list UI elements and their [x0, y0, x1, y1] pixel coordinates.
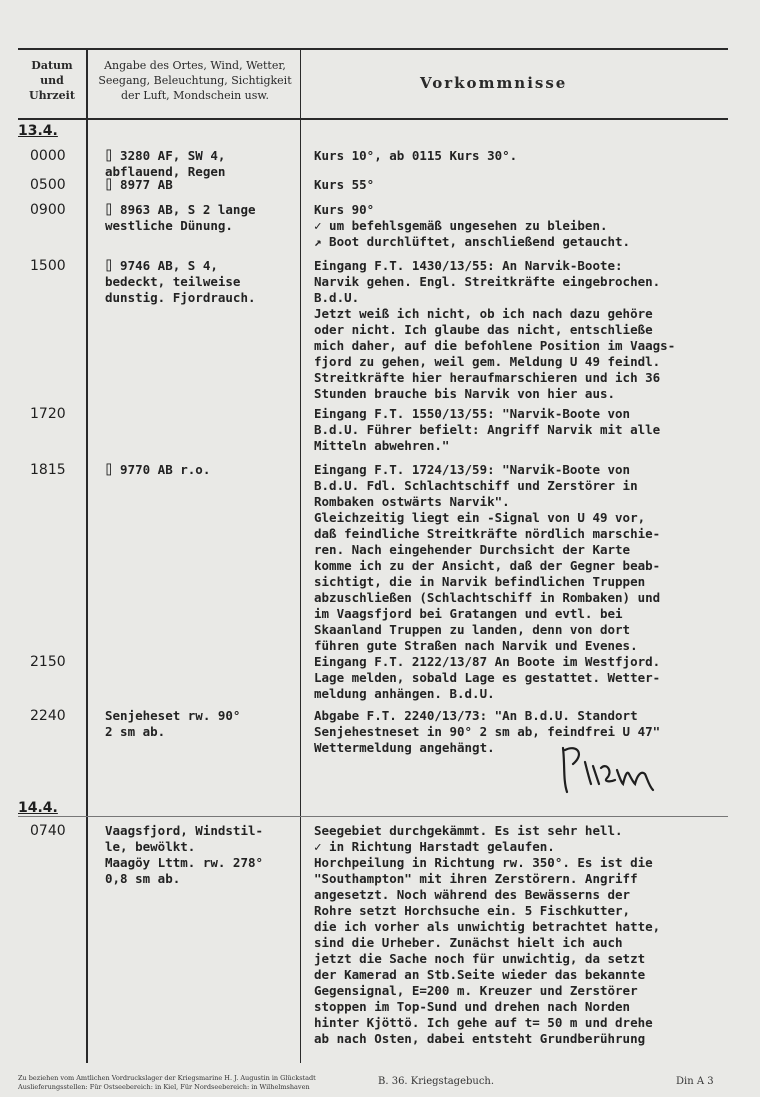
place-column-rule — [300, 48, 301, 1063]
header-place-label: Angabe des Ortes, Wind, Wetter, Seegang, Beleuchtung, Sichtigkeit der Luft, Mondschein usw. — [98, 59, 292, 102]
entry-time: 2240 — [30, 708, 66, 724]
date-heading-day2: 14.4. — [18, 800, 58, 816]
header-date-column — [18, 58, 86, 103]
signature-prien — [555, 740, 665, 800]
header-date-label: Datum und Uhrzeit — [29, 59, 75, 102]
entry-time: 2150 — [30, 654, 66, 670]
entry-time: 0500 — [30, 177, 66, 193]
entry-time: 1500 — [30, 258, 66, 274]
entry-event-text: Abgabe F.T. 2240/13/73: "An B.d.U. Standort Senjehestneset in 90° 2 sm ab, feindfrei U 47" Wettermeldung angehängt. — [314, 708, 661, 755]
entry-time: 0000 — [30, 148, 66, 164]
entry-position-weather: ⌷ 9770 AB r.o. — [105, 462, 211, 477]
entry-position-weather: ⌷ 3280 AF, SW 4, abflauend, Regen — [105, 148, 226, 179]
header-place-column — [90, 58, 300, 103]
entry-position-weather: Vaagsfjord, Windstil- le, bewölkt. Maagöy Lttm. rw. 278° 0,8 sm ab. — [105, 823, 264, 886]
entry-time: 1815 — [30, 462, 66, 478]
header-events-column: Vorkommnisse — [420, 74, 568, 92]
entry-position-weather: Senjeheset rw. 90° 2 sm ab. — [105, 708, 241, 739]
entry-event-text: Kurs 90° ✓ um befehlsgemäß ungesehen zu bleiben. ↗ Boot durchlüftet, anschließend getaucht. — [314, 202, 631, 249]
entry-event-text: Kurs 55° — [314, 177, 375, 192]
entry-position-weather: ⌷ 8963 AB, S 2 lange westliche Dünung. — [105, 202, 256, 233]
day2-separator — [18, 816, 728, 817]
date-column-rule — [86, 48, 88, 1063]
entry-position-weather: ⌷ 8977 AB — [105, 177, 173, 192]
header-bottom-rule — [18, 118, 728, 120]
entry-position-weather: ⌷ 9746 AB, S 4, bedeckt, teilweise dunstig. Fjordrauch. — [105, 258, 256, 305]
entry-event-text: Eingang F.T. 1550/13/55: "Narvik-Boote von B.d.U. Führer befielt: Angriff Narvik mit alle Mitteln abwehren." — [314, 406, 661, 453]
entry-time: 1720 — [30, 406, 66, 422]
entry-event-text: Kurs 10°, ab 0115 Kurs 30°. — [314, 148, 518, 163]
entry-event-text: Eingang F.T. 1724/13/59: "Narvik-Boote von B.d.U. Fdl. Schlachtschiff und Zerstörer in Rombaken ostwärts Narvik". Gleichzeitig liegt ein -Signal von U 49 vor, daß feindliche Streitkräfte nördlich marschie- ren. Nach eingehender Durchsicht der Karte komme ich zu der Ansicht, daß der Gegner beab- sichtigt, die in Narvik befindlichen Truppen abzuschließen (Schlachtschiff in Rombaken) und im Vaagsfjord bei Gratangen und evtl. bei Skaanland Truppen zu landen, denn von dort führen gute Straßen nach Narvik und Evenes. — [314, 462, 661, 653]
entry-event-text: Eingang F.T. 2122/13/87 An Boote im Westfjord. Lage melden, sobald Lage es gestattet. Wetter- meldung anhängen. B.d.U. — [314, 654, 661, 701]
entry-time: 0900 — [30, 202, 66, 218]
footer-publisher-note: Zu beziehen vom Amtlichen Vordruckslager der Kriegsmarine H. J. Augustin in Glückstadt Auslieferungsstellen: Für Ostseebereich: in Kiel, Für Nordseebereich: in Wilhelmshaven — [18, 1074, 316, 1091]
entry-event-text: Seegebiet durchgekämmt. Es ist sehr hell. ✓ in Richtung Harstadt gelaufen. Horchpeilung in Richtung rw. 350°. Es ist die "Southampton" mit ihren Zerstörern. Angriff angesetzt. Noch während des Bewässerns der Rohre setzt Horchsuche ein. 5 Fischkutter, die ich vorher als unwichtig betrachtet hatte, sind die Urheber. Zunächst hielt ich auch jetzt die Sache noch für unwichtig, da setzt der Kamerad an Stb.Seite wieder das bekannte Gegensignal, E=200 m. Kreuzer und Zerstörer stoppen im Top-Sund und drehen nach Norden hinter Kjöttö. Ich gehe auf t= 50 m und drehe ab nach Osten, dabei entsteht Grundberührung — [314, 823, 661, 1046]
entry-event-text: Eingang F.T. 1430/13/55: An Narvik-Boote: Narvik gehen. Engl. Streitkräfte eingebrochen. B.d.U. Jetzt weiß ich nicht, ob ich nach dazu gehöre oder nicht. Ich glaube das nicht, entschließe mich daher, auf die befohlene Position im Vaags- fjord zu gehen, weil gem. Meldung U 49 feindl. Streitkräfte hier heraufmarschieren und ich 36 Stunden brauche bis Narvik von hier aus. — [314, 258, 676, 401]
entry-time: 0740 — [30, 823, 66, 839]
footer-paper-size: Din A 3 — [676, 1076, 714, 1087]
footer-form-title: B. 36. Kriegstagebuch. — [378, 1076, 495, 1087]
top-rule — [18, 48, 728, 50]
date-heading-day1: 13.4. — [18, 123, 58, 139]
